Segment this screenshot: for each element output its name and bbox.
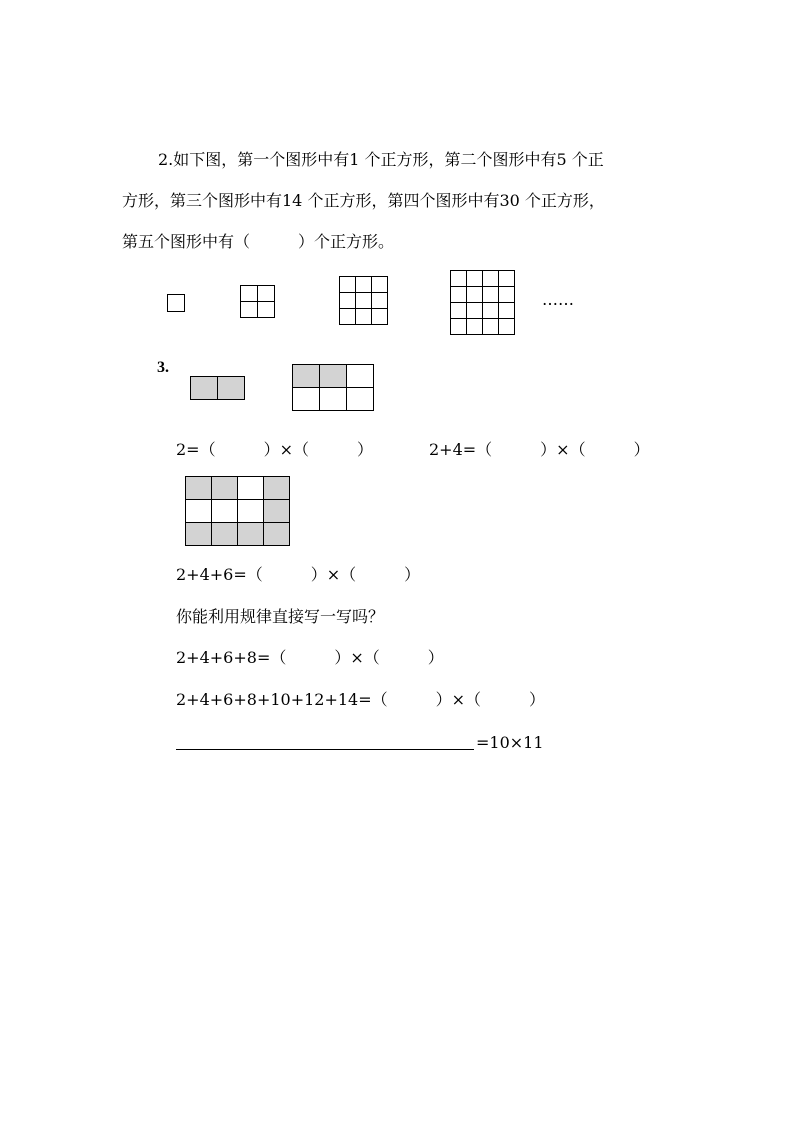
pattern-question: 你能利用规律直接写一写吗？ [176, 607, 385, 626]
answer-blank-line [176, 749, 474, 750]
ellipsis: …… [542, 290, 574, 309]
figure-3x4-partly-shaded [185, 476, 290, 546]
equation-3: 2+4+6=（ ）×（ ） [176, 565, 421, 584]
figure2-grid-2x2 [240, 285, 275, 318]
equation-1: 2=（ ）×（ ） [176, 440, 373, 459]
equation-4: 2+4+6+8=（ ）×（ ） [176, 648, 444, 667]
problem3-label: 3. [157, 359, 169, 376]
figure-1x2-shaded [190, 376, 245, 400]
figure-2x3-partly-shaded [292, 364, 374, 411]
equation-5: 2+4+6+8+10+12+14=（ ）×（ ） [176, 690, 546, 709]
equation-6-suffix: =10×11 [476, 733, 544, 752]
equation-2: 2+4=（ ）×（ ） [429, 440, 650, 459]
figure1-grid-1x1 [167, 294, 185, 312]
problem2-line3: 第五个图形中有（ ）个正方形。 [122, 232, 395, 251]
problem2-line2: 方形，第三个图形中有14 个正方形，第四个图形中有30 个正方形， [122, 191, 605, 210]
figure3-grid-3x3 [339, 276, 388, 325]
figure4-grid-4x4 [450, 270, 515, 335]
problem2-line1: 2.如下图，第一个图形中有1 个正方形，第二个图形中有5 个正 [158, 150, 604, 169]
